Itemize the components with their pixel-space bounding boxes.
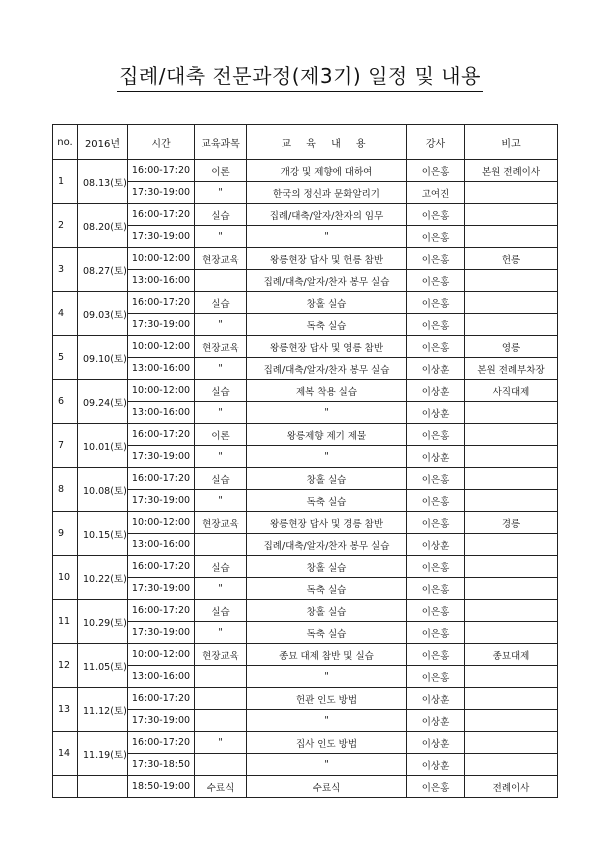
session-date-cell: 10.29(토) — [78, 600, 128, 644]
session-no-cell: 2 — [53, 204, 78, 248]
schedule-row — [53, 270, 558, 292]
note-cell — [465, 578, 558, 600]
time-cell: 16:00-17:20 — [128, 160, 195, 182]
subject-cell: 실습 — [195, 600, 247, 622]
note-cell — [465, 468, 558, 490]
time-cell: 16:00-17:20 — [128, 468, 195, 490]
note-cell — [465, 446, 558, 468]
instructor-cell: 이상훈 — [407, 754, 465, 776]
subject-cell: " — [195, 732, 247, 754]
time-cell: 17:30-19:00 — [128, 622, 195, 644]
content-cell: 집사 인도 방법 — [247, 732, 407, 754]
schedule-row — [53, 226, 558, 248]
subject-cell — [195, 754, 247, 776]
note-cell — [465, 292, 558, 314]
time-cell: 13:00-16:00 — [128, 358, 195, 380]
note-cell — [465, 666, 558, 688]
schedule-row — [53, 490, 558, 512]
note-cell — [465, 402, 558, 424]
schedule-row — [53, 622, 558, 644]
session-no-cell: 7 — [53, 424, 78, 468]
subject-cell — [195, 534, 247, 556]
instructor-cell: 이은홍 — [407, 666, 465, 688]
schedule-row — [53, 556, 558, 578]
subject-cell: " — [195, 226, 247, 248]
note-cell: 경릉 — [465, 512, 558, 534]
note-cell: 영릉 — [465, 336, 558, 358]
schedule-row — [53, 160, 558, 182]
session-date-cell: 08.13(토) — [78, 160, 128, 204]
content-cell: 독축 실습 — [247, 622, 407, 644]
time-cell: 16:00-17:20 — [128, 424, 195, 446]
schedule-row — [53, 710, 558, 732]
instructor-cell: 이은홍 — [407, 556, 465, 578]
subject-cell: " — [195, 182, 247, 204]
content-cell: 집례/대축/알자/찬자의 임무 — [247, 204, 407, 226]
content-cell: " — [247, 226, 407, 248]
session-date-cell: 08.20(토) — [78, 204, 128, 248]
content-cell: " — [247, 666, 407, 688]
schedule-row — [53, 512, 558, 534]
session-date-cell: 11.12(토) — [78, 688, 128, 732]
session-no-cell: 4 — [53, 292, 78, 336]
content-cell: 독축 실습 — [247, 490, 407, 512]
subject-cell: 실습 — [195, 380, 247, 402]
note-cell — [465, 688, 558, 710]
schedule-row — [53, 314, 558, 336]
content-cell: 창홀 실습 — [247, 292, 407, 314]
instructor-cell: 이은홍 — [407, 226, 465, 248]
instructor-cell: 이은홍 — [407, 336, 465, 358]
subject-cell — [195, 270, 247, 292]
schedule-row — [53, 204, 558, 226]
note-cell — [465, 534, 558, 556]
header-note: 비고 — [465, 125, 558, 160]
instructor-cell: 이은홍 — [407, 248, 465, 270]
session-date-cell — [78, 776, 128, 798]
session-no-cell: 13 — [53, 688, 78, 732]
document-title: 집례/대축 전문과정(제3기) 일정 및 내용 — [0, 60, 600, 92]
content-cell: " — [247, 754, 407, 776]
time-cell: 16:00-17:20 — [128, 600, 195, 622]
time-cell: 13:00-16:00 — [128, 270, 195, 292]
note-cell — [465, 204, 558, 226]
subject-cell — [195, 710, 247, 732]
time-cell: 17:30-19:00 — [128, 314, 195, 336]
schedule-row — [53, 182, 558, 204]
instructor-cell: 이은홍 — [407, 776, 465, 798]
note-cell: 사직대제 — [465, 380, 558, 402]
subject-cell — [195, 666, 247, 688]
subject-cell: 수료식 — [195, 776, 247, 798]
schedule-row — [53, 446, 558, 468]
note-cell — [465, 270, 558, 292]
subject-cell: 현장교육 — [195, 512, 247, 534]
subject-cell: 실습 — [195, 468, 247, 490]
subject-cell: 현장교육 — [195, 644, 247, 666]
session-date-cell: 11.19(토) — [78, 732, 128, 776]
note-cell — [465, 226, 558, 248]
instructor-cell: 이은홍 — [407, 292, 465, 314]
note-cell: 본원 전례이사 — [465, 160, 558, 182]
subject-cell: " — [195, 358, 247, 380]
session-date-cell: 09.10(토) — [78, 336, 128, 380]
instructor-cell: 이은홍 — [407, 622, 465, 644]
content-cell: 한국의 정신과 문화알리기 — [247, 182, 407, 204]
subject-cell: " — [195, 446, 247, 468]
note-cell — [465, 754, 558, 776]
instructor-cell: 이상훈 — [407, 534, 465, 556]
time-cell: 16:00-17:20 — [128, 556, 195, 578]
instructor-cell: 이은홍 — [407, 600, 465, 622]
session-no-cell: 8 — [53, 468, 78, 512]
time-cell: 13:00-16:00 — [128, 402, 195, 424]
instructor-cell: 이은홍 — [407, 204, 465, 226]
subject-cell: 이론 — [195, 160, 247, 182]
content-cell: 독축 실습 — [247, 578, 407, 600]
session-no-cell: 11 — [53, 600, 78, 644]
instructor-cell: 고여진 — [407, 182, 465, 204]
header-no: no. — [53, 125, 78, 160]
content-cell: 헌관 인도 방법 — [247, 688, 407, 710]
schedule-row — [53, 534, 558, 556]
note-cell — [465, 182, 558, 204]
session-date-cell: 09.24(토) — [78, 380, 128, 424]
session-date-cell: 10.15(토) — [78, 512, 128, 556]
content-cell: 왕릉현장 답사 및 경릉 참반 — [247, 512, 407, 534]
content-cell: 독축 실습 — [247, 314, 407, 336]
note-cell — [465, 732, 558, 754]
content-cell: 종묘 대제 참반 및 실습 — [247, 644, 407, 666]
session-no-cell: 6 — [53, 380, 78, 424]
note-cell — [465, 556, 558, 578]
session-date-cell: 10.08(토) — [78, 468, 128, 512]
schedule-row — [53, 424, 558, 446]
schedule-row — [53, 754, 558, 776]
session-date-cell: 10.01(토) — [78, 424, 128, 468]
content-cell: 개강 및 제향에 대하여 — [247, 160, 407, 182]
time-cell: 17:30-19:00 — [128, 490, 195, 512]
schedule-row — [53, 666, 558, 688]
schedule-row — [53, 358, 558, 380]
instructor-cell: 이은홍 — [407, 314, 465, 336]
subject-cell: 현장교육 — [195, 336, 247, 358]
header-instructor: 강사 — [407, 125, 465, 160]
instructor-cell: 이상훈 — [407, 688, 465, 710]
schedule-row — [53, 292, 558, 314]
content-cell: 제복 착용 실습 — [247, 380, 407, 402]
note-cell — [465, 490, 558, 512]
session-no-cell: 14 — [53, 732, 78, 776]
subject-cell: 현장교육 — [195, 248, 247, 270]
instructor-cell: 이상훈 — [407, 380, 465, 402]
instructor-cell: 이상훈 — [407, 358, 465, 380]
content-cell: 왕릉현장 답사 및 헌릉 참반 — [247, 248, 407, 270]
instructor-cell: 이상훈 — [407, 402, 465, 424]
session-no-cell: 3 — [53, 248, 78, 292]
session-no-cell: 1 — [53, 160, 78, 204]
time-cell: 16:00-17:20 — [128, 292, 195, 314]
note-cell — [465, 710, 558, 732]
schedule-row — [53, 600, 558, 622]
note-cell: 헌릉 — [465, 248, 558, 270]
subject-cell: 이론 — [195, 424, 247, 446]
instructor-cell: 이상훈 — [407, 710, 465, 732]
time-cell: 17:30-19:00 — [128, 182, 195, 204]
instructor-cell: 이상훈 — [407, 446, 465, 468]
instructor-cell: 이은홍 — [407, 160, 465, 182]
session-date-cell: 09.03(토) — [78, 292, 128, 336]
content-cell: 집례/대축/알자/찬자 봉무 실습 — [247, 270, 407, 292]
instructor-cell: 이은홍 — [407, 490, 465, 512]
subject-cell: " — [195, 490, 247, 512]
session-no-cell: 9 — [53, 512, 78, 556]
session-date-cell: 11.05(토) — [78, 644, 128, 688]
subject-cell: 실습 — [195, 204, 247, 226]
time-cell: 17:30-19:00 — [128, 226, 195, 248]
schedule-table — [52, 124, 558, 798]
session-no-cell: 10 — [53, 556, 78, 600]
schedule-row — [53, 248, 558, 270]
note-cell: 전례이사 — [465, 776, 558, 798]
note-cell — [465, 600, 558, 622]
time-cell: 16:00-17:20 — [128, 688, 195, 710]
note-cell: 본원 전례부차장 — [465, 358, 558, 380]
instructor-cell: 이은홍 — [407, 468, 465, 490]
content-cell: 창홀 실습 — [247, 600, 407, 622]
instructor-cell: 이은홍 — [407, 578, 465, 600]
subject-cell: 실습 — [195, 556, 247, 578]
subject-cell: " — [195, 314, 247, 336]
subject-cell: " — [195, 578, 247, 600]
time-cell: 17:30-18:50 — [128, 754, 195, 776]
session-no-cell — [53, 776, 78, 798]
header-content: 교 육 내 용 — [247, 125, 407, 160]
time-cell: 10:00-12:00 — [128, 248, 195, 270]
instructor-cell: 이은홍 — [407, 644, 465, 666]
note-cell — [465, 314, 558, 336]
header-date: 2016년 — [78, 125, 128, 160]
schedule-body — [53, 160, 558, 798]
content-cell: 창홀 실습 — [247, 556, 407, 578]
schedule-row — [53, 402, 558, 424]
subject-cell: " — [195, 622, 247, 644]
content-cell: 왕릉제향 제기 제물 — [247, 424, 407, 446]
schedule-row — [53, 578, 558, 600]
subject-cell: 실습 — [195, 292, 247, 314]
time-cell: 10:00-12:00 — [128, 380, 195, 402]
content-cell: 창홀 실습 — [247, 468, 407, 490]
instructor-cell: 이은홍 — [407, 270, 465, 292]
schedule-row — [53, 732, 558, 754]
schedule-row — [53, 380, 558, 402]
header-row — [53, 125, 558, 160]
note-cell — [465, 424, 558, 446]
instructor-cell: 이은홍 — [407, 424, 465, 446]
content-cell: " — [247, 446, 407, 468]
schedule-row — [53, 776, 558, 798]
instructor-cell: 이상훈 — [407, 732, 465, 754]
time-cell: 13:00-16:00 — [128, 666, 195, 688]
time-cell: 17:30-19:00 — [128, 578, 195, 600]
time-cell: 10:00-12:00 — [128, 336, 195, 358]
time-cell: 17:30-19:00 — [128, 446, 195, 468]
time-cell: 18:50-19:00 — [128, 776, 195, 798]
session-date-cell: 08.27(토) — [78, 248, 128, 292]
content-cell: 집례/대축/알자/찬자 봉무 실습 — [247, 534, 407, 556]
subject-cell — [195, 688, 247, 710]
time-cell: 16:00-17:20 — [128, 732, 195, 754]
time-cell: 10:00-12:00 — [128, 512, 195, 534]
header-subject: 교육과목 — [195, 125, 247, 160]
instructor-cell: 이은홍 — [407, 512, 465, 534]
time-cell: 16:00-17:20 — [128, 204, 195, 226]
time-cell: 10:00-12:00 — [128, 644, 195, 666]
session-no-cell: 12 — [53, 644, 78, 688]
content-cell: 수료식 — [247, 776, 407, 798]
schedule-row — [53, 468, 558, 490]
schedule-row — [53, 336, 558, 358]
note-cell: 종묘대제 — [465, 644, 558, 666]
schedule-row — [53, 644, 558, 666]
content-cell: 집례/대축/알자/찬자 봉무 실습 — [247, 358, 407, 380]
content-cell: " — [247, 710, 407, 732]
time-cell: 13:00-16:00 — [128, 534, 195, 556]
header-time: 시간 — [128, 125, 195, 160]
content-cell: " — [247, 402, 407, 424]
subject-cell: " — [195, 402, 247, 424]
note-cell — [465, 622, 558, 644]
time-cell: 17:30-19:00 — [128, 710, 195, 732]
content-cell: 왕릉현장 답사 및 영릉 참반 — [247, 336, 407, 358]
session-date-cell: 10.22(토) — [78, 556, 128, 600]
session-no-cell: 5 — [53, 336, 78, 380]
schedule-row — [53, 688, 558, 710]
